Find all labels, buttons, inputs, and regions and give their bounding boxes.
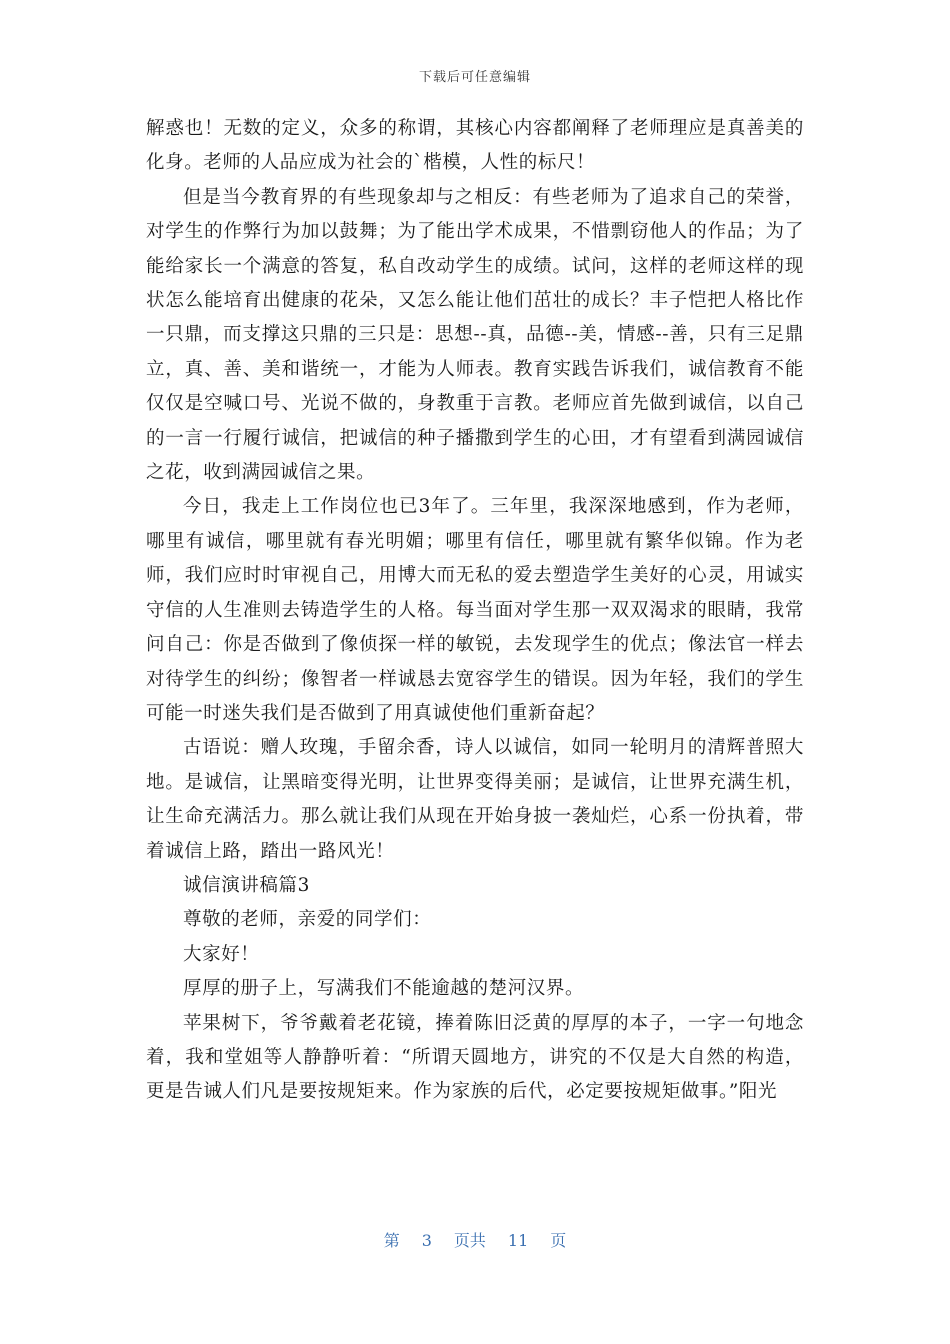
paragraph-4: 古语说：赠人玫瑰，手留余香，诗人以诚信，如同一轮明月的清辉普照大地。是诚信，让黑暗变得光明，让世界变得美丽；是诚信，让世界充满生机，让生命充满活力。那么就让我们从现在开始身披一袭灿烂，心系一份执着，带着诚信上路，踏出一路风光！ bbox=[146, 737, 804, 862]
page-footer bbox=[0, 1228, 950, 1251]
salutation: 尊敬的老师，亲爱的同学们： bbox=[183, 909, 432, 931]
document-body bbox=[146, 112, 804, 1110]
footer-total-pages: 11 bbox=[507, 1231, 529, 1250]
paragraph-2: 但是当今教育界的有些现象却与之相反：有些老师为了追求自己的荣誉，对学生的作弊行为加以鼓舞；为了能出学术成果，不惜剽窃他人的作品；为了能给家长一个满意的答复，私自改动学生的成绩。试问，这样的老师这样的现状怎么能培育出健康的花朵，又怎么能让他们茁壮的成长？丰子恺把人格比作一只鼎，而支撑这只鼎的三只是：思想--真，品德--美，情感--善，只有三足鼎立，真、善、美和谐统一，才能为人师表。教育实践告诉我们，诚信教育不能仅仅是空喊口号、光说不做的，身教重于言教。老师应首先做到诚信，以自己的一言一行履行诚信，把诚信的种子播撒到学生的心田，才有望看到满园诚信之花，收到满园诚信之果。 bbox=[146, 186, 804, 484]
paragraph-1: 解惑也！无数的定义，众多的称谓，其核心内容都阐释了老师理应是真善美的化身。老师的人品应成为社会的`楷模，人性的标尺！ bbox=[146, 118, 804, 174]
footer-prefix: 第 bbox=[383, 1231, 400, 1250]
footer-middle: 页共 bbox=[453, 1231, 486, 1250]
paragraph-5: 厚厚的册子上，写满我们不能逾越的楚河汉界。 bbox=[183, 978, 585, 1000]
paragraph-3: 今日，我走上工作岗位也已3年了。三年里，我深深地感到，作为老师，哪里有诚信，哪里就有春光明媚；哪里有信任，哪里就有繁华似锦。作为老师，我们应时时审视自己，用博大而无私的爱去塑造学生美好的心灵，用诚实守信的人生准则去铸造学生的人格。每当面对学生那一双双渴求的眼睛，我常问自己：你是否做到了像侦探一样的敏锐，去发现学生的优点；像法官一样去对待学生的纠纷；像智者一样诚恳去宽容学生的错误。因为年轻，我们的学生可能一时迷失我们是否做到了用真诚使他们重新奋起？ bbox=[146, 496, 804, 724]
footer-suffix: 页 bbox=[550, 1231, 567, 1250]
page-header-note: 下载后可任意编辑 bbox=[418, 70, 531, 85]
paragraph-6: 苹果树下，爷爷戴着老花镜，捧着陈旧泛黄的厚厚的本子，一字一句地念着，我和堂姐等人静静听着：“所谓天圆地方，讲究的不仅是大自然的构造，更是告诫人们凡是要按规矩来。作为家族的后代，必定要按规矩做事。”阳光 bbox=[146, 1012, 804, 1103]
greeting: 大家好！ bbox=[183, 943, 260, 965]
section-heading: 诚信演讲稿篇3 bbox=[183, 874, 310, 896]
footer-page-number: 3 bbox=[421, 1231, 432, 1250]
